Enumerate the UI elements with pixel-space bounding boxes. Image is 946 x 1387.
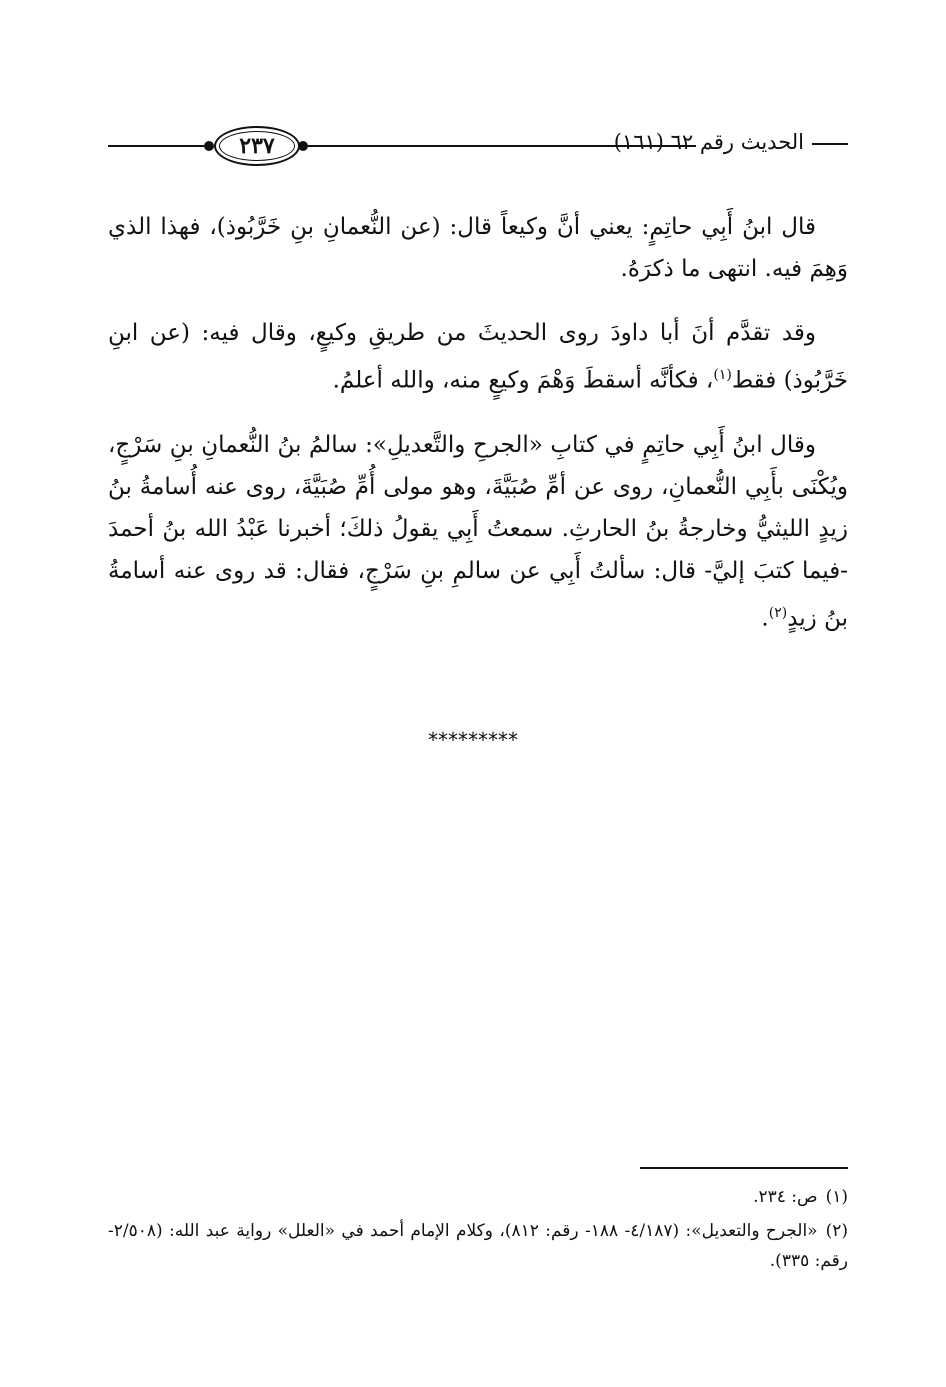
footnote	[108, 1182, 848, 1212]
section-separator: *********	[428, 728, 518, 752]
paragraph-text: قال ابنُ أَبِي حاتِمٍ: يعني أنَّ وكيعاً قال: (عن النُّعمانِ بنِ خَرَّبُوذ)، فهذا الذي وَهِمَ فيه. انتهى ما ذكرَهُ.	[108, 214, 848, 282]
paragraph	[108, 312, 848, 402]
paragraph	[108, 206, 848, 290]
footnote-ref: (٢)	[768, 604, 788, 621]
paragraph	[108, 424, 848, 640]
footnote-number: (٢)	[825, 1221, 848, 1241]
paragraph-text: وقد تقدَّم أنَ أبا داودَ روى الحديثَ من طريقِ وكيعٍ، وقال فيه: (عن ابنِ خَرَّبُوذ) فقط	[108, 320, 848, 394]
header-rule-left	[108, 145, 204, 147]
running-title	[614, 130, 848, 154]
footnote	[108, 1216, 848, 1276]
footnote-ref: (١)	[713, 367, 732, 383]
footnote-text: «الجرح والتعديل»: (٤/١٨٧- ١٨٨- رقم: ٨١٢)، وكلام الإمام أحمد في «العلل» رواية عبد الله: (٢/٥٠٨- رقم: ٣٣٥).	[108, 1221, 848, 1271]
header-ornament-dot	[298, 141, 308, 151]
footnotes	[108, 1182, 848, 1280]
page-number: ٢٣٧	[239, 133, 275, 159]
footnote-number: (١)	[825, 1187, 848, 1207]
page-header	[108, 124, 848, 168]
page-number-frame	[214, 126, 300, 166]
running-title-dash	[812, 143, 848, 145]
running-title-text: الحديث رقم ٦٢ (١٦١)	[613, 130, 804, 154]
main-text	[108, 206, 848, 661]
footnote-rule	[640, 1167, 848, 1169]
header-ornament-dot	[204, 141, 214, 151]
footnote-text: ص: ٢٣٤.	[753, 1187, 818, 1207]
paragraph-tail: ، فكأنَّه أسقطَ وَهْمَ وكيعٍ منه، والله أعلمُ.	[332, 367, 714, 394]
paragraph-tail: .	[761, 605, 769, 632]
paragraph-text: وقال ابنُ أَبِي حاتِمٍ في كتابِ «الجرحِ والتَّعديلِ»: سالمُ بنُ النُّعمانِ بنِ سَرْجٍ، ويُكْنَى بأَبِي النُّعمانِ، روى عن أمِّ صُبَيَّةَ، وهو مولى أُمِّ صُبَيَّةَ، روى عنه أُسامةُ بنُ زيدٍ الليثيُّ وخارجةُ بنُ الحارثِ. سمعتُ أَبِي يقولُ ذلكَ؛ أخبرنا عَبْدُ الله بنُ أحمدَ -فيما كتبَ إليَّ- قال: سألتُ أَبِي عن سالمِ بنِ سَرْجٍ، فقال: قد روى عنه أسامةُ بنُ زيدٍ	[108, 431, 848, 632]
